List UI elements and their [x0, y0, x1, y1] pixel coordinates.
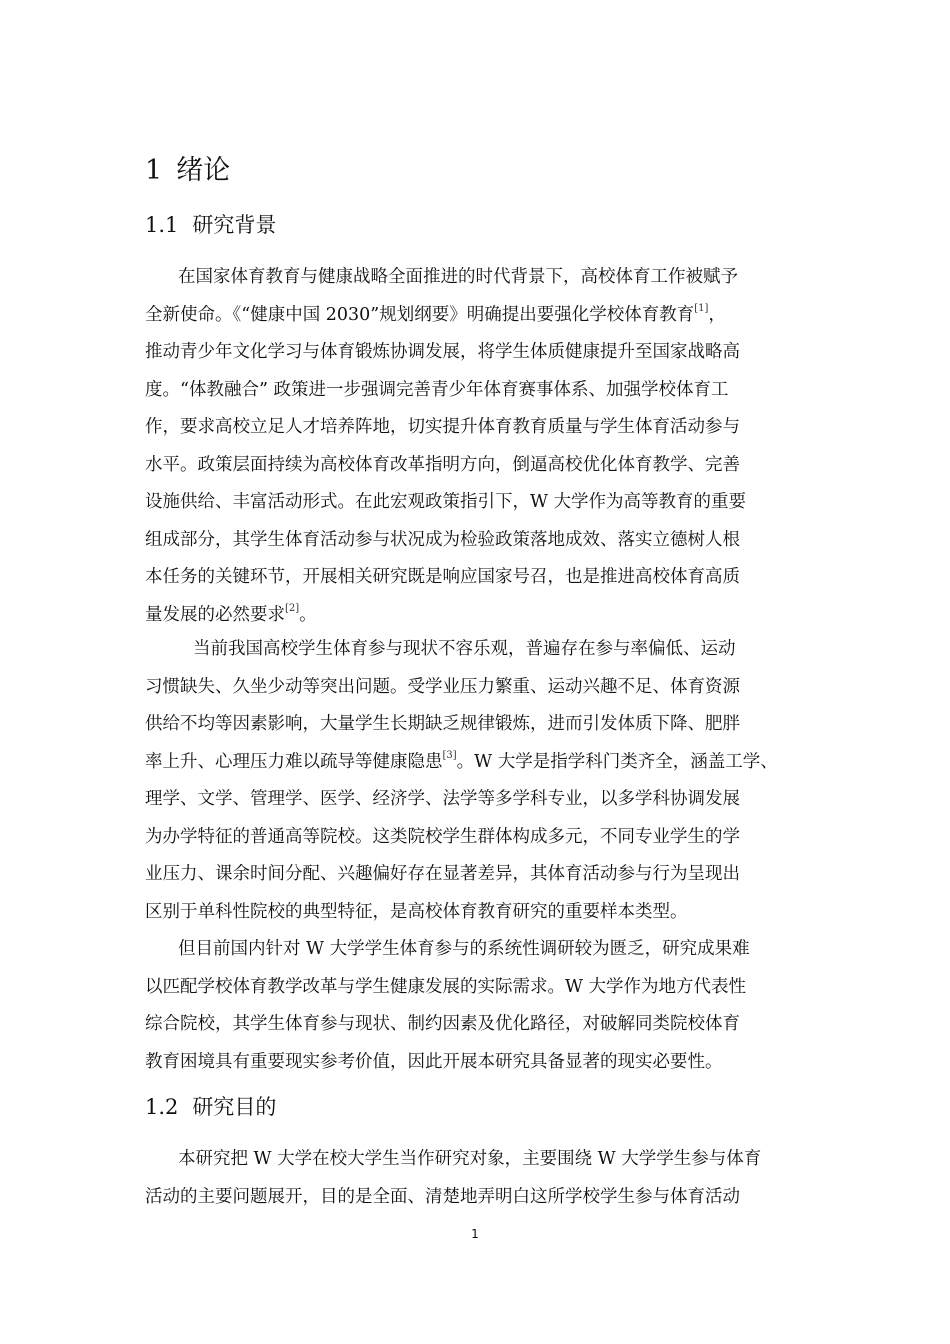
text-line	[145, 597, 746, 635]
text-line: 业压力、课余时间分配、兴趣偏好存在显著差异，其体育活动参与行为呈现出	[145, 864, 740, 884]
text-run: 全新使命。《“健康中国 2030”规划纲要》明确提出要强化学校体育教育	[145, 304, 695, 325]
text-line	[145, 297, 746, 335]
page-number: 1	[471, 1227, 479, 1241]
section-title: 研究目的	[192, 1095, 277, 1119]
text-line: 以匹配学校体育教学改革与学生健康发展的实际需求。W 大学作为地方代表性	[145, 976, 747, 997]
text-run: 率上升、心理压力难以疏导等健康隐患	[145, 751, 443, 772]
text-line: 本任务的关键环节，开展相关研究既是响应国家号召，也是推进高校体育高质	[145, 567, 740, 587]
section-heading-1-1	[145, 208, 276, 242]
paragraph-background-1	[145, 259, 746, 634]
section-heading-1-2	[145, 1090, 276, 1124]
citation-ref: [2]	[285, 602, 300, 614]
paragraph-purpose-1	[145, 1141, 761, 1216]
citation-ref: [3]	[442, 749, 457, 761]
section-number: 1.1	[145, 213, 179, 237]
text-line: 组成部分，其学生体育活动参与状况成为检验政策落地成效、落实立德树人根	[145, 529, 740, 550]
paragraph-background-2	[145, 631, 778, 931]
text-line: 推动青少年文化学习与体育锻炼协调发展，将学生体质健康提升至国家战略高	[145, 342, 740, 362]
text-run: 。	[299, 604, 317, 625]
section-title: 研究背景	[192, 213, 277, 237]
paragraph-background-3	[145, 931, 750, 1081]
citation-ref: [1]	[694, 302, 709, 314]
text-line: 为办学特征的普通高等院校。这类院校学生群体构成多元，不同专业学生的学	[145, 826, 740, 847]
text-line: 作，要求高校立足人才培养阵地，切实提升体育教育质量与学生体育活动参与	[145, 417, 740, 437]
chapter-number: 1	[145, 155, 163, 186]
text-line: 区别于单科性院校的典型特征，是高校体育教育研究的重要样本类型。	[145, 901, 688, 922]
text-line: 供给不均等因素影响，大量学生长期缺乏规律锻炼，进而引发体质下降、肥胖	[145, 714, 740, 734]
text-run: 。W 大学是指学科门类齐全，涵盖工学、	[456, 751, 778, 772]
text-line: 在国家体育教育与健康战略全面推进的时代背景下，高校体育工作被赋予	[178, 267, 738, 287]
text-line: 设施供给、丰富活动形式。在此宏观政策指引下，W 大学作为高等教育的重要	[145, 492, 747, 512]
chapter-title: 绪论	[176, 155, 231, 186]
text-line	[145, 744, 778, 782]
text-line: 本研究把 W 大学在校大学生当作研究对象，主要围绕 W 大学学生参与体育	[178, 1149, 762, 1169]
section-number: 1.2	[145, 1095, 179, 1119]
text-line: 理学、文学、管理学、医学、经济学、法学等多学科专业，以多学科协调发展	[145, 789, 740, 809]
text-line: 水平。政策层面持续为高校体育改革指明方向，倒逼高校优化体育教学、完善	[145, 454, 740, 475]
text-line: 活动的主要问题展开，目的是全面、清楚地弄明白这所学校学生参与体育活动	[145, 1186, 740, 1207]
text-line: 但目前国内针对 W 大学学生体育参与的系统性调研较为匮乏，研究成果难	[178, 939, 750, 959]
text-line: 习惯缺失、久坐少动等突出问题。受学业压力繁重、运动兴趣不足、体育资源	[145, 676, 740, 697]
text-line: 当前我国高校学生体育参与现状不容乐观，普遍存在参与率偏低、运动	[193, 639, 736, 659]
text-line: 综合院校，其学生体育参与现状、制约因素及优化路径，对破解同类院校体育	[145, 1014, 740, 1034]
text-line: 度。“体教融合” 政策进一步强调完善青少年体育赛事体系、加强学校体育工	[145, 379, 729, 400]
text-run: ，	[708, 304, 726, 325]
text-run: 量发展的必然要求	[145, 604, 285, 625]
chapter-heading	[145, 150, 230, 192]
text-line: 教育困境具有重要现实参考价值，因此开展本研究具备显著的现实必要性。	[145, 1051, 723, 1072]
